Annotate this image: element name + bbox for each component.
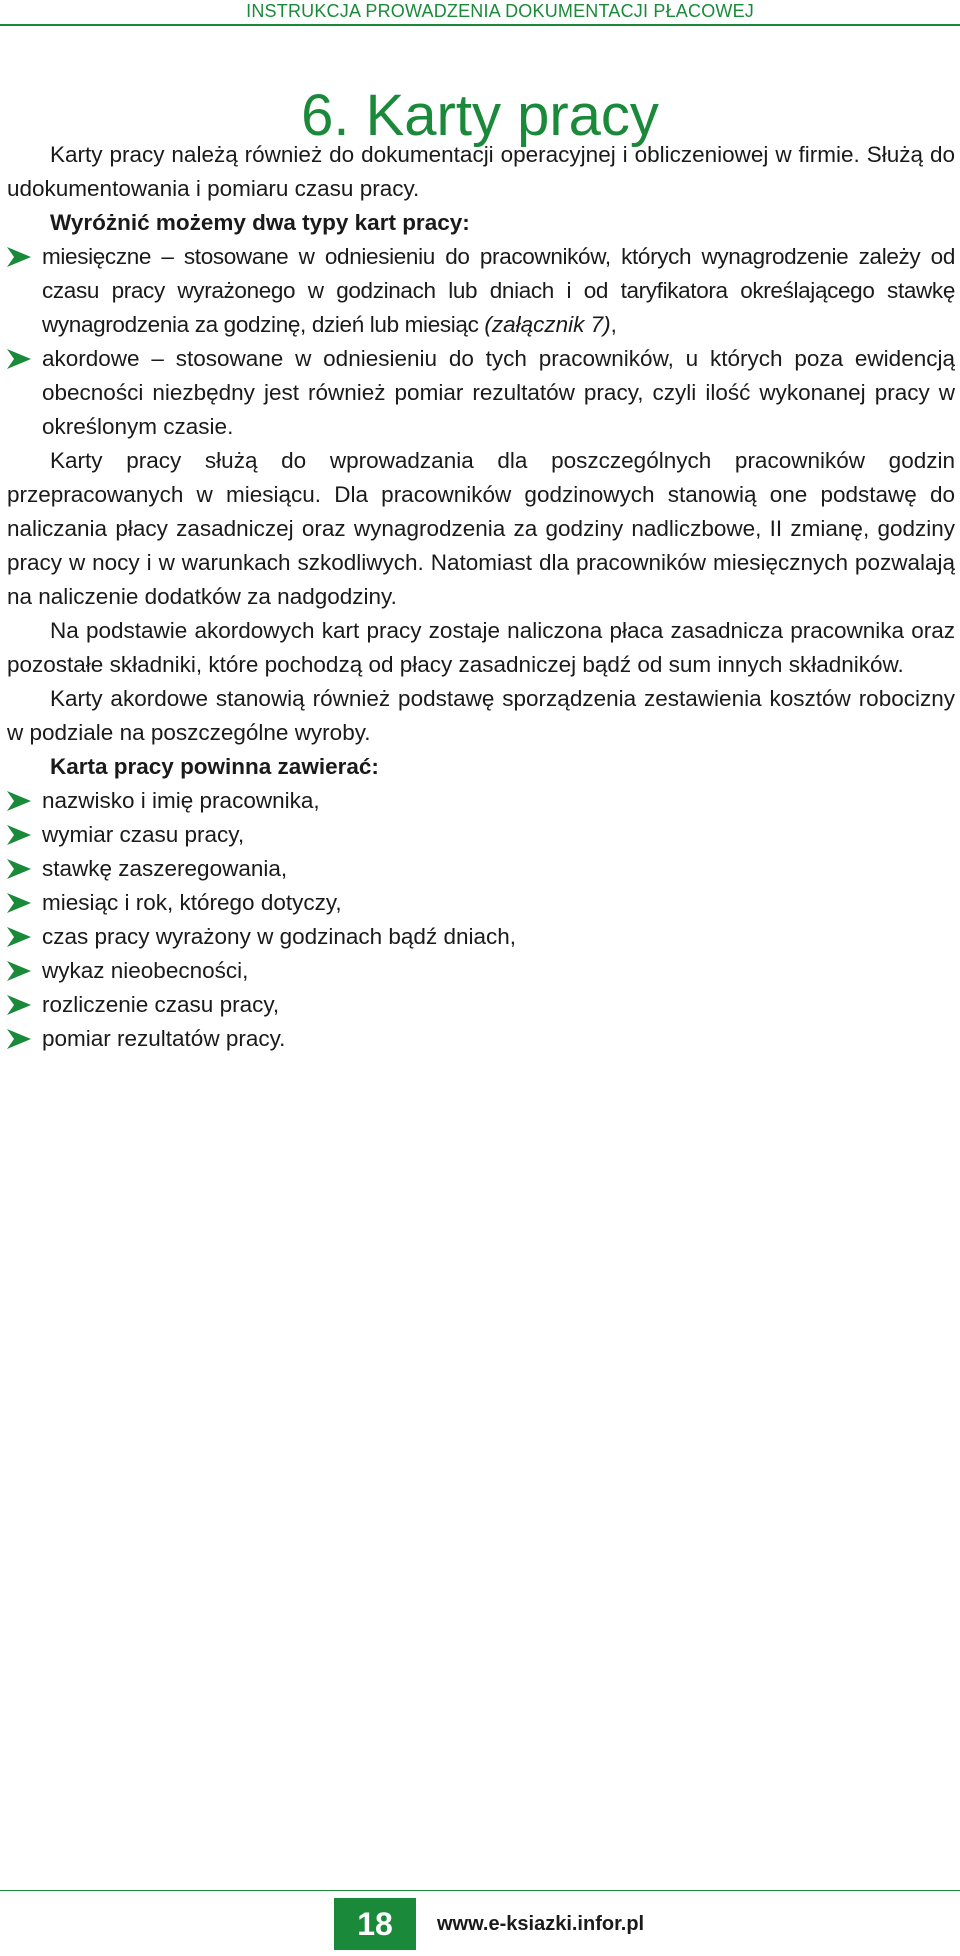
list-item-text: rozliczenie czasu pracy, (42, 992, 280, 1017)
list-item-text: miesiąc i rok, którego dotyczy, (42, 890, 342, 915)
list-item (7, 342, 955, 444)
list-item-text: akordowe – stosowane w odniesieniu do tych pracowników, u których poza ewidencją obecności niezbędny jest również pomiar rezultatów pracy, czyli ilość wykonanej pracy w określonym czasie. (42, 346, 955, 439)
list-item-text: wykaz nieobecności, (42, 958, 249, 983)
body-paragraph: Na podstawie akordowych kart pracy zostaje naliczona płaca zasadnicza pracownika oraz pozostałe składniki, które pochodzą od płacy zasadniczej bądź od sum innych składników. (7, 618, 955, 677)
intro-paragraph: Karty pracy należą również do dokumentacji operacyjnej i obliczeniowej w firmie. Służą do udokumentowania i pomiaru czasu pracy. (7, 142, 955, 201)
website-link[interactable]: www.e-ksiazki.infor.pl (437, 1913, 645, 1935)
list-item (7, 954, 955, 988)
arrow-bullet-icon (7, 349, 31, 369)
contents-list (7, 784, 955, 1056)
types-list (7, 240, 955, 444)
list-item (7, 886, 955, 920)
attachment-reference: (załącznik 7) (484, 312, 611, 337)
arrow-bullet-icon (7, 995, 31, 1015)
body-paragraph: Karty akordowe stanowią również podstawę sporządzenia zestawienia kosztów robocizny w podziale na poszczególne wyroby. (7, 686, 955, 745)
list-item (7, 1022, 955, 1056)
list-item (7, 818, 955, 852)
chapter-title: 6. Karty pracy (301, 82, 659, 148)
arrow-bullet-icon (7, 893, 31, 913)
types-heading: Wyróżnić możemy dwa typy kart pracy: (50, 210, 470, 235)
list-item (7, 988, 955, 1022)
page-content (7, 138, 955, 1056)
running-header: INSTRUKCJA PROWADZENIA DOKUMENTACJI PŁACOWEJ (246, 1, 754, 21)
arrow-bullet-icon (7, 927, 31, 947)
list-item-text: miesięczne – stosowane w odniesieniu do pracowników, których wynagrodzenie zależy od czasu pracy wyrażonego w godzinach lub dniach i od taryfikatora określającego stawkę wynagrodzenia za godzinę, dzień lub miesiąc (42, 244, 955, 337)
arrow-bullet-icon (7, 859, 31, 879)
list-item-text: czas pracy wyrażony w godzinach bądź dniach, (42, 924, 516, 949)
arrow-bullet-icon (7, 961, 31, 981)
list-item-suffix: , (610, 312, 617, 337)
arrow-bullet-icon (7, 825, 31, 845)
list-item (7, 852, 955, 886)
list-item-text: stawkę zaszeregowania, (42, 856, 288, 881)
footer-rule (0, 1890, 960, 1891)
list-item (7, 920, 955, 954)
body-paragraph: Karty pracy służą do wprowadzania dla poszczególnych pracowników godzin przepracowanych w miesiącu. Dla pracowników godzinowych stanowią one podstawę do naliczania płacy zasadniczej oraz wynagrodzenia za godziny nadliczbowe, II zmianę, godziny pracy w nocy i w warunkach szkodliwych. Natomiast dla pracowników miesięcznych pozwalają na naliczenie dodatków za nadgodziny. (7, 448, 955, 609)
list-item-text: nazwisko i imię pracownika, (42, 788, 320, 813)
list-item-text: pomiar rezultatów pracy. (42, 1026, 286, 1051)
list-item (7, 240, 955, 342)
arrow-bullet-icon (7, 1029, 31, 1049)
header-rule (0, 24, 960, 26)
list-item-text: wymiar czasu pracy, (42, 822, 245, 847)
list-item (7, 784, 955, 818)
arrow-bullet-icon (7, 247, 31, 267)
contents-heading: Karta pracy powinna zawierać: (50, 754, 379, 779)
arrow-bullet-icon (7, 791, 31, 811)
page-number: 18 (334, 1898, 416, 1950)
